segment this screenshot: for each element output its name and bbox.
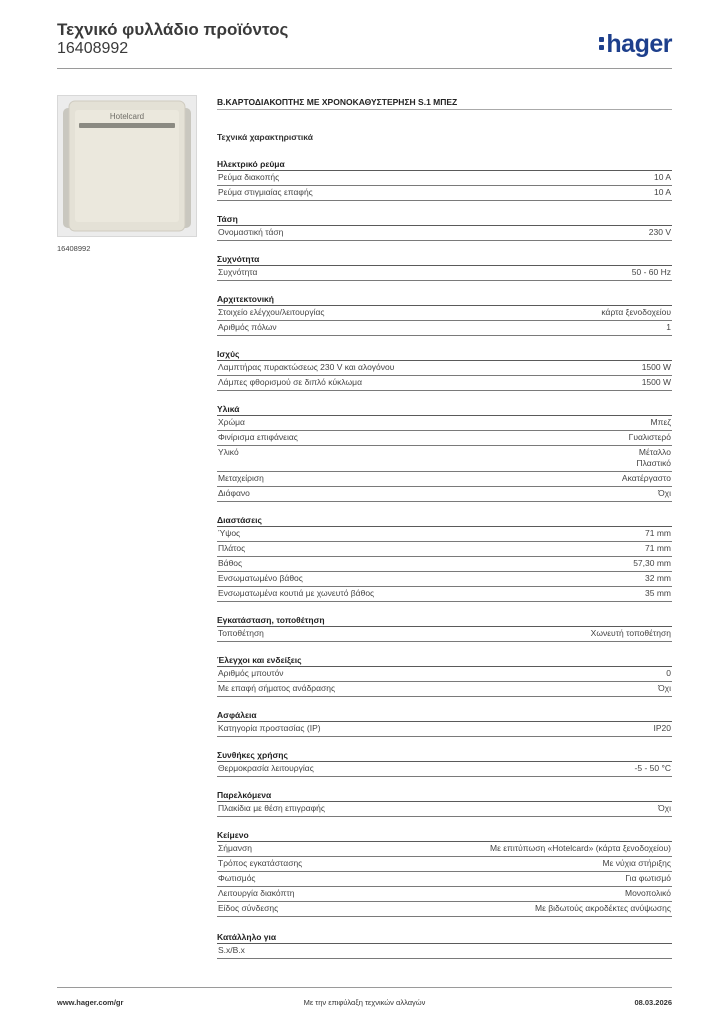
spec-row-label: Ενσωματωμένο βάθος [218,573,303,583]
spec-row [217,887,672,902]
spec-group [217,158,672,201]
spec-group-title: Τάση [217,213,672,226]
spec-row-value [658,803,671,814]
spec-row-label: Ύψος [218,528,241,538]
spec-row [217,542,672,557]
footer-website[interactable]: www.hager.com/gr [57,998,124,1007]
spec-row-value-line: -5 - 50 °C [634,763,671,773]
spec-row-value [622,473,671,484]
spec-row-value-line: Όχι [658,683,671,693]
spec-row-value-line: Μονοπολικό [625,888,671,898]
spec-row-value [642,362,671,373]
spec-group-title: Συχνότητα [217,253,672,266]
page-footer [57,998,672,1010]
spec-group-title: Εγκατάσταση, τοποθέτηση [217,614,672,627]
footer-date: 08.03.2026 [634,998,672,1007]
spec-row-value-line: Μέταλλο [638,447,671,457]
spec-row [217,842,672,857]
spec-row-value-line: 32 mm [645,573,671,583]
spec-row [217,587,672,602]
spec-row-label: Είδος σύνδεσης [218,903,279,913]
spec-row-value [649,227,671,238]
spec-row-label: Στοιχείο ελέγχου/λειτουργίας [218,307,325,317]
spec-row-value-line: Με επιτύπωση «Hotelcard» (κάρτα ξενοδοχείου) [490,843,671,853]
spec-row-value [654,187,671,198]
plate-label: Hotelcard [109,112,145,121]
spec-row-label: Τοποθέτηση [218,628,264,638]
spec-row [217,944,672,959]
spec-row-value-line: IP20 [653,723,671,733]
spec-row-value-line: Για φωτισμό [625,873,671,883]
spec-sheet [217,96,672,971]
spec-row-label: Διάφανο [218,488,250,498]
spec-row-value-line: 230 V [648,227,671,237]
spec-row-value [645,573,671,584]
spec-row-label: Με επαφή σήματος ανάδρασης [218,683,336,693]
spec-row [217,682,672,697]
spec-row-value [635,763,671,774]
spec-row-label: Μεταχείριση [218,473,264,483]
image-caption: 16408992 [57,244,91,253]
card-switch-illustration [58,96,196,236]
header-divider [57,68,672,69]
spec-row [217,857,672,872]
spec-row-label: Θερμοκρασία λειτουργίας [218,763,314,773]
spec-row-label: Λάμπες φθορισμού σε διπλό κύκλωμα [218,377,362,387]
spec-groups [217,158,672,959]
spec-row-value-line: 10 A [653,172,671,182]
spec-row-value [490,843,671,854]
spec-group-title: Κατάλληλο για [217,931,672,944]
spec-group-title: Αρχιτεκτονική [217,293,672,306]
spec-group-title: Ισχύς [217,348,672,361]
logo-text: hager [606,30,672,58]
spec-group [217,614,672,642]
spec-row-label: Χρώμα [218,417,245,427]
spec-row-value [625,888,671,899]
spec-row-value [629,432,671,443]
spec-row [217,472,672,487]
spec-row-value-line: κάρτα ξενοδοχείου [601,307,671,317]
spec-row [217,321,672,336]
spec-row-value-line: Με βιδωτούς ακροδέκτες ανύψωσης [534,903,671,913]
spec-row-value-line: Με νύχια στήριξης [602,858,671,868]
spec-row [217,416,672,431]
spec-row-label: Φωτισμός [218,873,256,883]
spec-row-value-line: 57,30 mm [633,558,671,568]
document-title: Τεχνικό φυλλάδιο προϊόντος [57,20,289,39]
hager-logo [599,30,672,59]
spec-row-label: Ρεύμα διακοπής [218,172,280,182]
spec-row-label: S.x/B.x [218,945,245,955]
spec-row [217,627,672,642]
spec-row [217,171,672,186]
spec-row-value [603,858,671,869]
spec-row-value-line: 71 mm [645,528,671,538]
spec-row [217,667,672,682]
spec-row [217,306,672,321]
spec-row-label: Λαμπτήρας πυρακτώσεως 230 V και αλογόνου [218,362,395,372]
spec-row-label: Πλακίδια με θέση επιγραφής [218,803,325,813]
spec-row-value-line: 35 mm [645,588,671,598]
spec-row-value-line: 71 mm [645,543,671,553]
spec-row-value [636,447,671,469]
spec-row-value-line: Πλαστικό [636,458,671,468]
spec-group-title: Κείμενο [217,829,672,842]
spec-row [217,802,672,817]
spec-row-value-line: Όχι [658,803,671,813]
spec-group-title: Ηλεκτρικό ρεύμα [217,158,672,171]
spec-group [217,931,672,959]
spec-row-label: Αριθμός πόλων [218,322,277,332]
spec-group [217,403,672,502]
spec-row-value [666,668,671,679]
spec-row-value [632,267,671,278]
spec-row-value [654,723,672,734]
spec-group [217,749,672,777]
spec-row [217,487,672,502]
spec-group [217,213,672,241]
product-image [57,95,197,237]
spec-row [217,722,672,737]
spec-row-value-line: Όχι [658,488,671,498]
spec-row [217,361,672,376]
spec-row [217,376,672,391]
spec-group-title: Ασφάλεια [217,709,672,722]
spec-row-value-line: 1500 W [641,377,671,387]
spec-row-label: Ρεύμα στιγμιαίας επαφής [218,187,313,197]
spec-row-label: Λειτουργία διακόπτη [218,888,295,898]
spec-row-label: Αριθμός μπουτόν [218,668,284,678]
spec-row-value [625,873,671,884]
spec-row-label: Ονομαστική τάση [218,227,284,237]
spec-group [217,789,672,817]
spec-section-title: Τεχνικά χαρακτηριστικά [217,132,313,142]
spec-row [217,226,672,241]
spec-row-value-line: 0 [666,668,671,678]
document-header [57,20,672,68]
spec-row [217,572,672,587]
spec-group-title: Διαστάσεις [217,514,672,527]
spec-row-label: Φινίρισμα επιφάνειας [218,432,298,442]
footer-divider [57,987,672,988]
spec-row-value [633,558,671,569]
spec-row-value-line: 50 - 60 Hz [631,267,671,277]
spec-row-value [591,628,671,639]
spec-row-label: Βάθος [218,558,243,568]
spec-group-title: Υλικά [217,403,672,416]
spec-row [217,431,672,446]
spec-row-value [666,322,671,333]
product-number: 16408992 [57,40,129,57]
spec-row-label: Υλικό [218,447,239,457]
spec-row-value [642,377,671,388]
spec-group [217,253,672,281]
spec-row-value [658,683,671,694]
spec-row-value-line: 1500 W [641,362,671,372]
spec-group [217,829,672,917]
spec-group [217,348,672,391]
spec-row-label: Συχνότητα [218,267,258,277]
spec-row [217,446,672,472]
spec-row-value [645,543,671,554]
spec-group-title: Παρελκόμενα [217,789,672,802]
spec-group-title: Έλεγχοι και ενδείξεις [217,654,672,667]
spec-row [217,762,672,777]
spec-row [217,902,672,917]
spec-row-label: Ενσωματωμένα κουτιά με χωνευτό βάθος [218,588,375,598]
spec-row-value-line: Χωνευτή τοποθέτηση [590,628,671,638]
spec-group-title: Συνθήκες χρήσης [217,749,672,762]
spec-row-value [654,172,671,183]
logo-dots-icon [599,35,604,51]
spec-row-label: Κατηγορία προστασίας (IP) [218,723,321,733]
spec-row-label: Τρόπος εγκατάστασης [218,858,303,868]
spec-row-value [535,903,671,914]
spec-row-value-line: Ακατέργαστο [621,473,671,483]
spec-row-value-line: Γυαλιστερό [628,432,671,442]
spec-row [217,527,672,542]
spec-row-value-line: 1 [666,322,671,332]
footer-note: Με την επιφύλαξη τεχνικών αλλαγών [303,998,426,1007]
spec-group [217,654,672,697]
spec-row-value-line: Μπεζ [650,417,671,427]
spec-group [217,514,672,602]
spec-row-value [645,528,671,539]
spec-group [217,293,672,336]
spec-row-value [658,488,671,499]
spec-row [217,186,672,201]
spec-row-label: Σήμανση [218,843,253,853]
spec-group [217,709,672,737]
spec-row [217,557,672,572]
spec-row-value [651,417,671,428]
spec-row-value-line: 10 A [653,187,671,197]
spec-row-label: Πλάτος [218,543,246,553]
spec-row-value [645,588,671,599]
product-name: B.ΚΑΡΤΟΔΙΑΚΟΠΤΗΣ ΜΕ ΧΡΟΝΟΚΑΘΥΣΤΕΡΗΣΗ S.1 ΜΠΕΖ [217,96,672,110]
spec-row-value [601,307,671,318]
spec-row [217,266,672,281]
spec-row [217,872,672,887]
